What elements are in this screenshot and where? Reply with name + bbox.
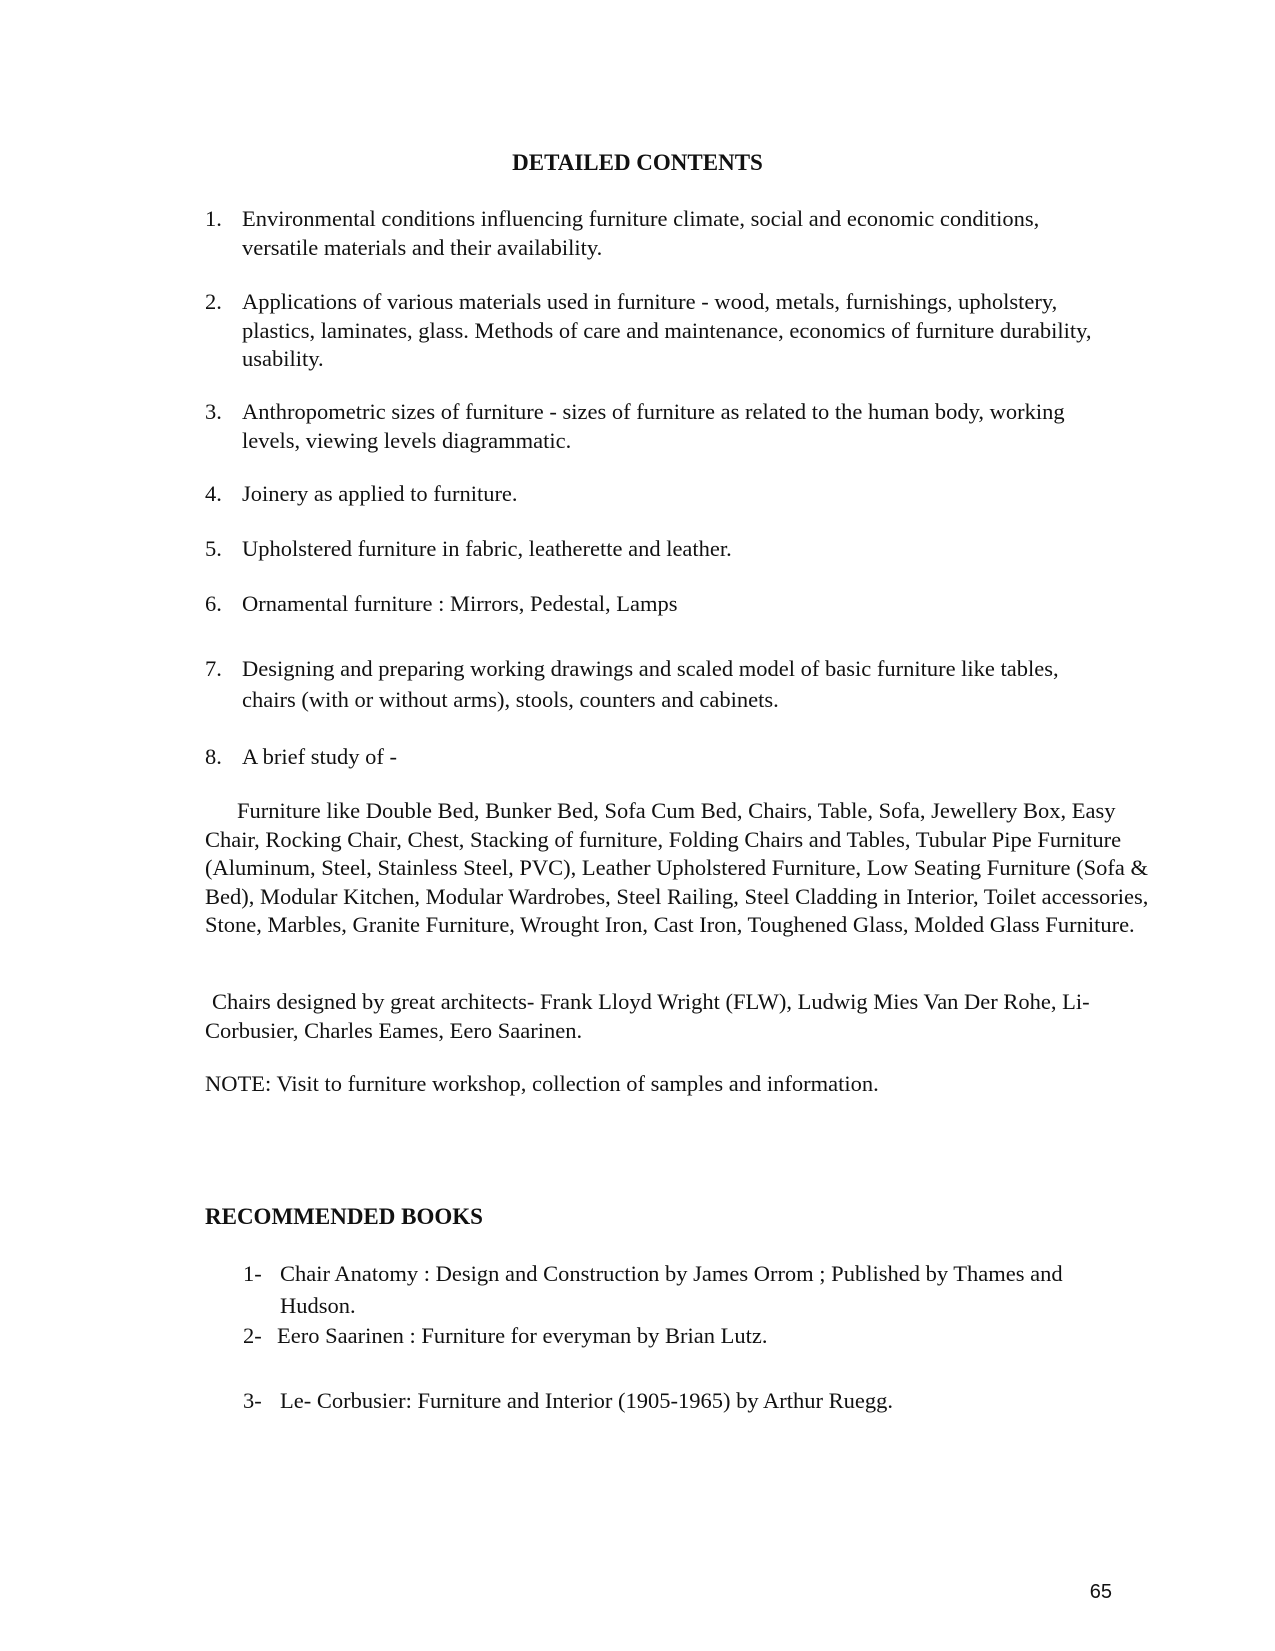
note-paragraph: NOTE: Visit to furniture workshop, collection of samples and information. — [205, 1071, 879, 1096]
list-item-number: 2. — [205, 289, 222, 314]
page-number: 65 — [1089, 1581, 1112, 1603]
list-item — [205, 480, 1105, 509]
list-item-number: 4. — [205, 481, 222, 506]
list-item — [205, 743, 1105, 772]
book-text: Chair Anatomy : Design and Construction by James Orrom ; Published by Thames and Hudson. — [280, 1261, 1063, 1318]
list-item-text: Ornamental furniture : Mirrors, Pedestal, Lamps — [242, 591, 678, 616]
list-item-text: A brief study of - — [242, 744, 397, 769]
list-item-number: 8. — [205, 744, 222, 769]
list-item — [205, 205, 1105, 262]
book-text: Eero Saarinen : Furniture for everyman by Brian Lutz. — [277, 1323, 768, 1348]
list-item-number: 7. — [205, 656, 222, 681]
book-item — [243, 1385, 1123, 1417]
architects-paragraph-text: Chairs designed by great architects- Frank Lloyd Wright (FLW), Ludwig Mies Van Der Rohe, Li-Corbusier, Charles Eames, Eero Saarinen. — [205, 989, 1090, 1043]
list-item-number: 1. — [205, 206, 222, 231]
list-item-text: Joinery as applied to furniture. — [242, 481, 518, 506]
list-item-number: 6. — [205, 591, 222, 616]
list-item-text: Anthropometric sizes of furniture - sizes of furniture as related to the human body, working levels, viewing levels diagrammatic. — [242, 399, 1065, 453]
books-heading: RECOMMENDED BOOKS — [205, 1204, 483, 1229]
study-paragraph — [205, 797, 1152, 940]
list-item-number: 3. — [205, 399, 222, 424]
architects-paragraph — [205, 988, 1120, 1045]
study-paragraph-text: Furniture like Double Bed, Bunker Bed, Sofa Cum Bed, Chairs, Table, Sofa, Jewellery Box, Easy Chair, Rocking Chair, Chest, Stacking of furniture, Folding Chairs and Tables, Tubular Pipe Furniture (Aluminum, Steel, Stainless Steel, PVC), Leather Upholstered Furniture, Low Seating Furniture (Sofa & Bed), Modular Kitchen, Modular Wardrobes, Steel Railing, Steel Cladding in Interior, Toilet accessories, Stone, Marbles, Granite Furniture, Wrought Iron, Cast Iron, Toughened Glass, Molded Glass Furniture. — [205, 798, 1149, 937]
list-item-text: Applications of various materials used in furniture - wood, metals, furnishings, upholstery, plastics, laminates, glass. Methods of care and maintenance, economics of furniture durability, usability. — [242, 289, 1092, 371]
list-item — [205, 398, 1105, 455]
list-item — [205, 653, 1105, 715]
book-number: 2- — [243, 1323, 262, 1348]
book-number: 1- — [243, 1261, 262, 1286]
list-item — [205, 590, 1105, 619]
book-item — [243, 1258, 1123, 1322]
book-item — [243, 1320, 1123, 1352]
book-text: Le- Corbusier: Furniture and Interior (1905-1965) by Arthur Ruegg. — [280, 1388, 893, 1413]
list-item-text: Designing and preparing working drawings and scaled model of basic furniture like tables, chairs (with or without arms), stools, counters and cabinets. — [242, 656, 1059, 712]
list-item-text: Upholstered furniture in fabric, leatherette and leather. — [242, 536, 732, 561]
list-item — [205, 535, 1105, 564]
list-item — [205, 288, 1105, 374]
book-number: 3- — [243, 1388, 262, 1413]
list-item-number: 5. — [205, 536, 222, 561]
page-title: DETAILED CONTENTS — [512, 150, 763, 175]
list-item-text: Environmental conditions influencing furniture climate, social and economic conditions, versatile materials and their availability. — [242, 206, 1040, 260]
